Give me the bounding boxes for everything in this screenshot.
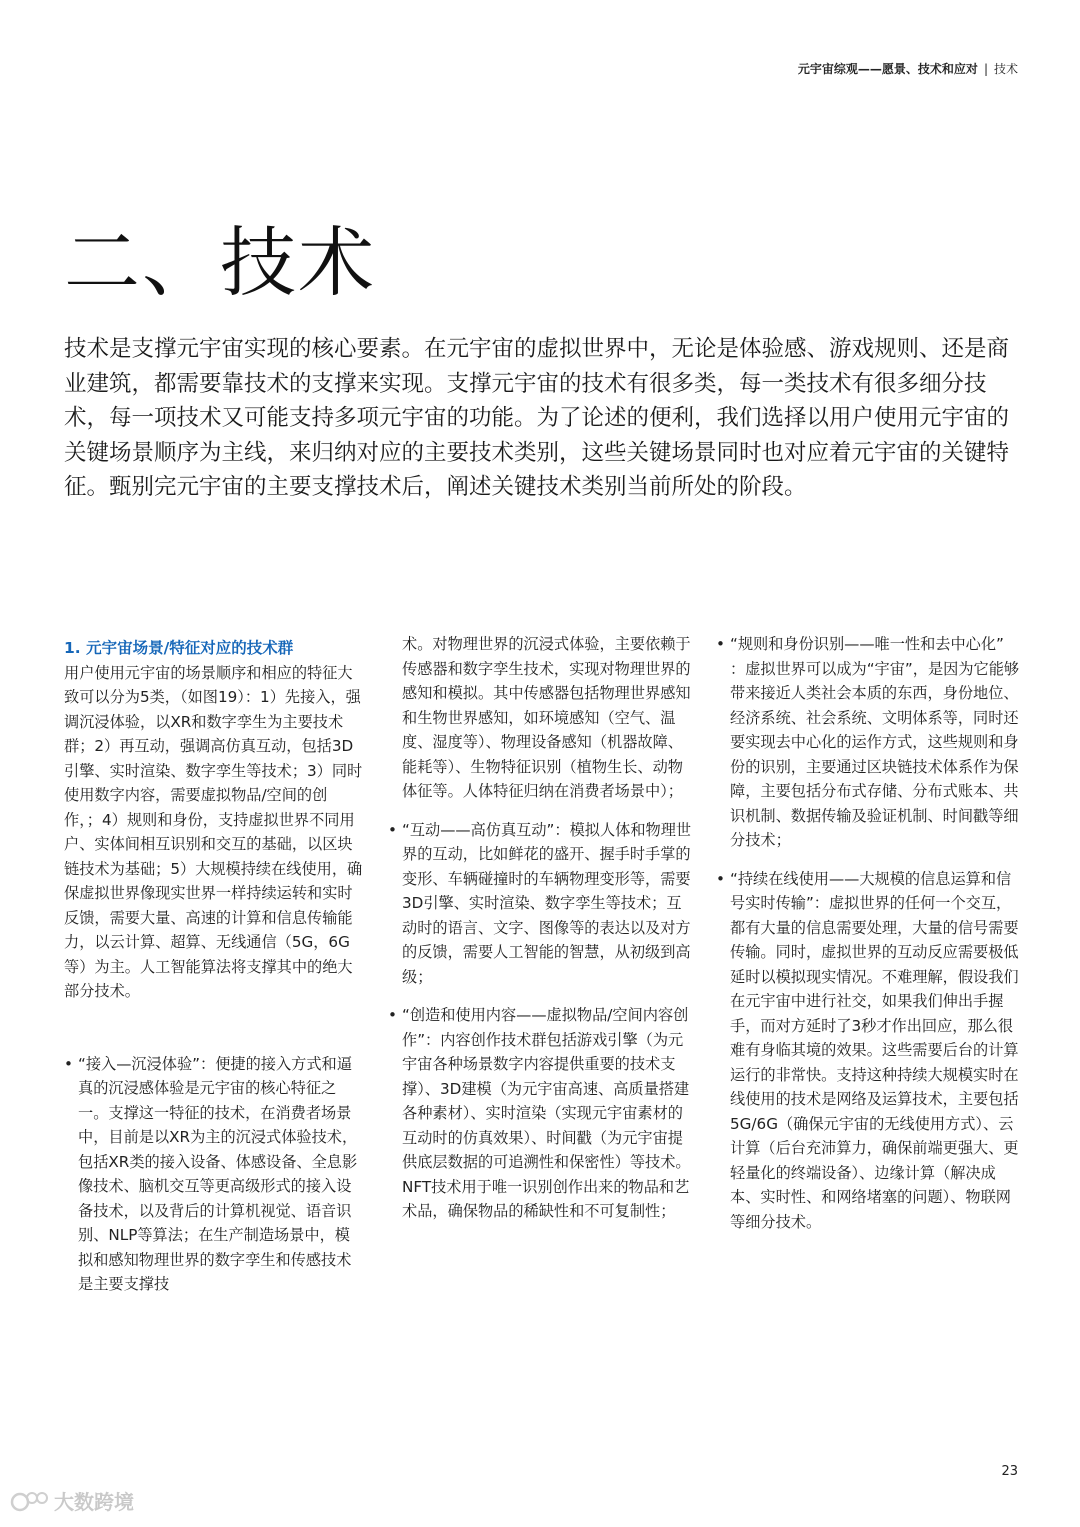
bullet-icon: • bbox=[388, 820, 397, 839]
column1-list bbox=[64, 1052, 364, 1297]
list-item bbox=[716, 632, 1022, 853]
running-header bbox=[798, 60, 1018, 77]
bullet-icon: • bbox=[716, 869, 725, 888]
bullet-text: “规则和身份识别——唯一性和去中心化” ：虚拟世界可以成为“宇宙”，是因为它能够带来接近人类社会本质的东西，身份地位、经济系统、社会系统、文明体系等，同时还要实现去中心化的运作方式，这些规则和身份的识别，主要通过区块链技术体系作为保障，主要包括分布式存储、分布式账本、共识机制、数据传输及验证机制、时间戳等细分技术； bbox=[730, 635, 1020, 849]
column-2 bbox=[388, 632, 694, 1224]
column-1 bbox=[64, 632, 364, 1297]
header-section: 技术 bbox=[993, 62, 1018, 76]
bullet-text: “互动——高仿真互动”：模拟人体和物理世界的互动，比如鲜花的盛开、握手时手掌的变形、车辆碰撞时的车辆物理变形等，需要3D引擎、实时渲染、数字孪生等技术；互动时的语言、文字、图像等的表达以及对方的反馈，需要人工智能的智慧，从初级到高级； bbox=[402, 820, 692, 986]
bullet-icon: • bbox=[64, 1054, 73, 1073]
column3-list bbox=[716, 632, 1022, 1234]
section-heading: 1. 元宇宙场景/特征对应的技术群 bbox=[64, 639, 294, 657]
page-title: 二、技术 bbox=[64, 218, 376, 307]
column2-list bbox=[388, 818, 694, 1224]
header-title: 元宇宙综观——愿景、技术和应对 bbox=[797, 62, 978, 76]
column2-continuation: 术。对物理世界的沉浸式体验，主要依赖于传感器和数字孪生技术，实现对物理世界的感知和模拟。其中传感器包括物理世界感知和生物世界感知，如环境感知（空气、温度、湿度等）、物理设备感知（机器故障、能耗等）、生物特征识别（植物生长、动物体征等。人体特征归纳在消费者场景中）； bbox=[402, 635, 691, 800]
page-number: 23 bbox=[1001, 1464, 1018, 1479]
list-item bbox=[716, 867, 1022, 1235]
bullet-text: “持续在线使用——大规模的信息运算和信号实时传输”：虚拟世界的任何一个交互，都有大量的信息需要处理，大量的信号需要传输。同时，虚拟世界的互动反应需要极低延时以模拟现实情况。不难理解，假设我们在元宇宙中进行社交，如果我们伸出手握手，而对方延时了3秒才作出回应，那么很难有身临其境的效果。这些需要后台的计算运行的非常快。支持这种持续大规模实时在线使用的技术是网络及运算技术，主要包括5G/6G（确保元宇宙的无线使用方式）、云计算（后台充沛算力，确保前端更强大、更轻量化的终端设备）、边缘计算（解决成本、实时性、和网络堵塞的问题）、物联网等细分技术。 bbox=[730, 869, 1019, 1231]
list-item bbox=[388, 1003, 694, 1224]
bullet-icon: • bbox=[716, 635, 725, 653]
bullet-text: “创造和使用内容——虚拟物品/空间内容创作”：内容创作技术群包括游戏引擎（为元宇宙各种场景数字内容提供重要的技术支撑）、3D建模（为元宇宙高速、高质量搭建各种素材）、实时渲染（实现元宇宙素材的互动时的仿真效果）、时间戳（为元宇宙提供底层数据的可追溯性和保密性）等技术。 NFT技术用于唯一识别创作出来的物品和艺术品，确保物品的稀缺性和不可复制性； bbox=[402, 1006, 691, 1220]
column1-paragraph: 用户使用元宇宙的场景顺序和相应的特征大致可以分为5类，（如图19）：1）先接入，强调沉浸体验，以XR和数字孪生为主要技术群；2）再互动，强调高仿真互动，包括3D引擎、实时渲染、数字孪生等技术；3）同时使用数字内容，需要虚拟物品/空间的创作，；4）规则和身份，支持虚拟世界不同用户、实体间相互识别和交互的基础，以区块链技术为基础；5）大规模持续在线使用，确保虚拟世界像现实世界一样持续运转和实时反馈，需要大量、高速的计算和信息传输能力，以云计算、超算、无线通信（5G，6G等）为主。人工智能算法将支撑其中的绝大部分技术。 bbox=[64, 663, 363, 1000]
intro-paragraph: 技术是支撑元宇宙实现的核心要素。在元宇宙的虚拟世界中，无论是体验感、游戏规则、还是商业建筑，都需要靠技术的支撑来实现。支撑元宇宙的技术有很多类，每一类技术有很多细分技术，每一项技术又可能支持多项元宇宙的功能。为了论述的便利，我们选择以用户使用元宇宙的关键场景顺序为主线，来归纳对应的主要技术类别，这些关键场景同时也对应着元宇宙的关键特征。甄别完元宇宙的主要支撑技术后，阐述关键技术类别当前所处的阶段。 bbox=[64, 336, 1010, 500]
watermark bbox=[10, 1486, 134, 1515]
column-3 bbox=[716, 632, 1022, 1234]
header-separator: | bbox=[983, 62, 988, 76]
list-item bbox=[64, 1052, 364, 1297]
bullet-icon: • bbox=[388, 1006, 397, 1024]
list-item bbox=[388, 818, 694, 990]
bullet-text: “接入—沉浸体验”：便捷的接入方式和逼真的沉浸感体验是元宇宙的核心特征之一。支撑这一特征的技术，在消费者场景中，目前是以XR为主的沉浸式体验技术，包括XR类的接入设备、体感设备、全息影像技术、脑机交互等更高级形式的接入设备技术，以及背后的计算机视觉、语音识别、NLP等算法；在生产制造场景中，模拟和感知物理世界的数字孪生和传感技术是主要支撑技 bbox=[78, 1054, 358, 1293]
watermark-text: 大数跨境 bbox=[54, 1490, 134, 1514]
watermark-logo-icon bbox=[10, 1488, 50, 1514]
